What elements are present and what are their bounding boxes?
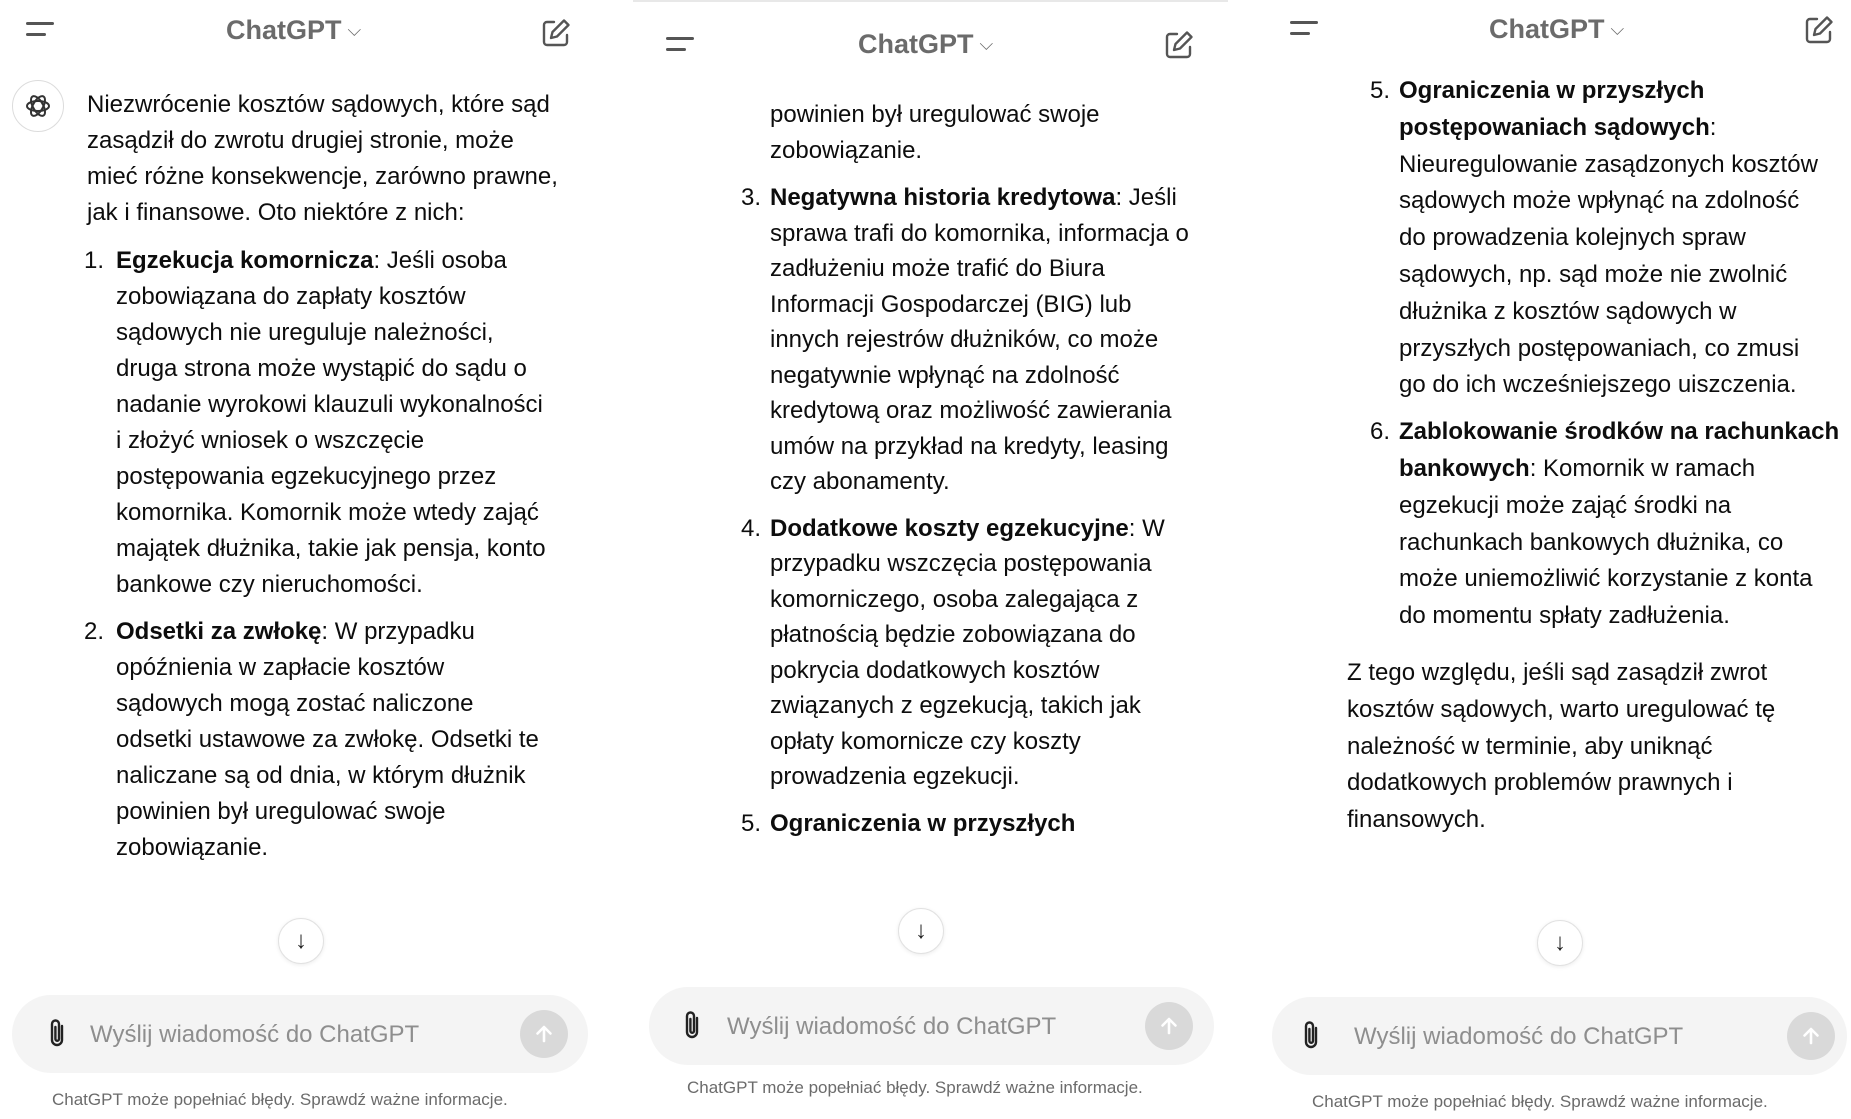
text-line: nadanie wyrokowi klauzuli wykonalności <box>116 391 543 418</box>
text-line: kosztów sądowych, warto uregulować tę <box>1347 695 1776 723</box>
message-input[interactable] <box>1352 1017 1756 1057</box>
text-line: mieć różne konsekwencje, zarówno prawne, <box>87 163 558 190</box>
item-text: : W <box>1128 514 1165 542</box>
assistant-message <box>83 87 607 877</box>
paperclip-icon[interactable] <box>44 1017 70 1051</box>
text-line: negatywnie wpłynąć na zdolność <box>770 361 1120 389</box>
text-line: sądowych mogą zostać naliczone <box>116 690 474 717</box>
disclaimer-text: ChatGPT może popełniać błędy. Sprawdź ważne informacje. <box>52 1090 508 1109</box>
arrow-down-icon[interactable]: ↓ <box>898 908 944 954</box>
text-line: Z tego względu, jeśli sąd zasądził zwrot <box>1347 658 1768 686</box>
menu-icon[interactable] <box>1290 21 1320 41</box>
message-composer <box>649 987 1214 1065</box>
chat-panel-1 <box>0 0 613 1117</box>
text-line: powinien był uregulować swoje <box>116 798 446 825</box>
text-line: rachunkach bankowych dłużnika, co <box>1399 528 1784 556</box>
text-line: Informacji Gospodarczej (BIG) lub <box>770 290 1132 318</box>
list-item <box>1260 414 1851 635</box>
text-line: przyszłych postępowaniach, co zmusi <box>1399 334 1800 362</box>
list-number: 3. <box>740 184 761 211</box>
text-line: naliczane są od dnia, w którym dłużnik <box>116 762 526 789</box>
item-title: Egzekucja komornicza <box>116 247 374 274</box>
list-number: 4. <box>740 514 761 542</box>
list-number: 2. <box>83 618 104 645</box>
item-text: : Jeśli osoba <box>373 247 507 274</box>
text-line: komornika. Komornik może wtedy zająć <box>116 499 539 526</box>
text-line: innych rejestrów dłużników, co może <box>770 326 1159 353</box>
item-text: : <box>1709 113 1717 141</box>
menu-icon[interactable] <box>666 37 696 57</box>
chevron-down-icon: ⌵ <box>347 20 362 40</box>
model-selector[interactable] <box>858 29 993 60</box>
item-text: : Jeśli <box>1115 184 1177 211</box>
arrow-up-icon[interactable] <box>1145 1002 1193 1050</box>
message-composer <box>1272 997 1847 1075</box>
text-line: do momentu spłaty zadłużenia. <box>1399 602 1730 630</box>
text-line: komorniczego, osoba zalegająca z <box>770 585 1139 613</box>
text-line: sądowych nie ureguluje należności, <box>116 319 494 346</box>
text-line: postępowania egzekucyjnego przez <box>116 463 497 490</box>
text-line: finansowych. <box>1347 806 1486 834</box>
list-number: 5. <box>1369 77 1390 104</box>
text-line: zobowiązanie. <box>116 834 269 861</box>
menu-icon[interactable] <box>26 22 56 42</box>
text-line: Nieuregulowanie zasądzonych kosztów <box>1399 150 1818 178</box>
text-line: majątek dłużnika, takie jak pensja, konto <box>116 535 546 562</box>
top-bar <box>0 0 613 70</box>
openai-logo-icon <box>12 80 64 132</box>
text-line: czy abonamenty. <box>770 468 950 495</box>
text-line: i złożyć wniosek o wszczęcie <box>116 427 425 454</box>
item-title: Dodatkowe koszty egzekucyjne <box>770 514 1129 542</box>
item-title-cont: bankowych <box>1399 454 1530 482</box>
text-line: opłaty komornicze czy koszty <box>770 727 1081 755</box>
text-line: sprawa trafi do komornika, informacja o <box>770 219 1189 247</box>
text-line: dłużnika z kosztów sądowych w <box>1399 297 1737 325</box>
edit-icon[interactable] <box>540 17 572 49</box>
edit-icon[interactable] <box>1803 14 1835 46</box>
app-title: ChatGPT <box>858 29 974 59</box>
top-bar <box>1260 0 1851 70</box>
disclaimer-text: ChatGPT może popełniać błędy. Sprawdź ważne informacje. <box>1312 1092 1768 1111</box>
list-item-continuation <box>633 97 1228 168</box>
assistant-message <box>1260 73 1851 839</box>
top-bar <box>633 2 1228 72</box>
app-title: ChatGPT <box>226 15 342 45</box>
numbered-list <box>83 243 607 866</box>
arrow-down-icon[interactable]: ↓ <box>1537 920 1583 966</box>
text-line: prowadzenia egzekucji. <box>770 763 1020 790</box>
list-number: 6. <box>1369 418 1390 446</box>
text-line: umów na przykład na kredyty, leasing <box>770 432 1169 460</box>
text-line: egzekucji może zająć środki na <box>1399 491 1732 519</box>
list-item <box>633 511 1228 795</box>
item-title: Ograniczenia w przyszłych <box>770 809 1076 837</box>
item-title: Zablokowanie środków na rachunkach <box>1399 418 1840 446</box>
text-line: przypadku wszczęcia postępowania <box>770 550 1152 577</box>
text-line: bankowe czy nieruchomości. <box>116 571 423 598</box>
text-line: opóźnienia w zapłacie kosztów <box>116 654 445 681</box>
paperclip-icon[interactable] <box>679 1009 705 1043</box>
message-input[interactable] <box>88 1015 492 1055</box>
text-line: sądowych może wpłynąć na zdolność <box>1399 187 1800 215</box>
text-line: sądowych, np. sąd może nie zwolnić <box>1399 260 1788 288</box>
paperclip-icon[interactable] <box>1298 1019 1324 1053</box>
list-item <box>1260 73 1851 404</box>
list-item <box>633 806 1228 842</box>
list-item <box>633 180 1228 500</box>
arrow-up-icon[interactable] <box>520 1010 568 1058</box>
list-number: 1. <box>83 247 104 274</box>
text-line: związanych z egzekucją, takich jak <box>770 692 1141 719</box>
chevron-down-icon: ⌵ <box>1610 19 1625 39</box>
text-line: do prowadzenia kolejnych spraw <box>1399 224 1746 252</box>
text-line: powinien był uregulować swoje <box>770 101 1100 128</box>
message-composer <box>12 995 588 1073</box>
text-line: pokrycia dodatkowych kosztów <box>770 656 1100 684</box>
text-line: zadłużeniu może trafić do Biura <box>770 255 1105 282</box>
model-selector[interactable] <box>1489 14 1624 45</box>
numbered-list <box>1260 73 1851 635</box>
model-selector[interactable] <box>226 15 361 46</box>
text-line: należność w terminie, aby uniknąć <box>1347 732 1713 760</box>
chat-panel-3 <box>1260 0 1851 1117</box>
text-line: zasądził do zwrotu drugiej stronie, może <box>87 127 514 154</box>
item-text: : Komornik w ramach <box>1529 454 1756 482</box>
arrow-up-icon[interactable] <box>1787 1012 1835 1060</box>
text-line: zobowiązana do zapłaty kosztów <box>116 283 466 310</box>
item-title: Odsetki za zwłokę <box>116 618 322 645</box>
edit-icon[interactable] <box>1163 29 1195 61</box>
item-title: Negatywna historia kredytowa <box>770 184 1116 211</box>
list-item <box>83 614 607 866</box>
item-title-cont: postępowaniach sądowych <box>1399 113 1710 141</box>
list-number: 5. <box>740 809 761 837</box>
text-line: płatnością będzie zobowiązana do <box>770 621 1136 648</box>
text-line: zobowiązanie. <box>770 136 923 164</box>
app-title: ChatGPT <box>1489 14 1605 44</box>
text-line: odsetki ustawowe za zwłokę. Odsetki te <box>116 726 539 753</box>
disclaimer-text: ChatGPT może popełniać błędy. Sprawdź ważne informacje. <box>687 1078 1143 1097</box>
message-intro <box>87 87 607 231</box>
item-text: : W przypadku <box>321 618 475 645</box>
item-title: Ograniczenia w przyszłych <box>1399 77 1705 104</box>
list-item <box>83 243 607 603</box>
assistant-message <box>633 97 1228 852</box>
chevron-down-icon: ⌵ <box>979 34 994 54</box>
chat-panel-2 <box>633 0 1228 1119</box>
numbered-list <box>633 180 1228 841</box>
text-line: go do ich wcześniejszego uiszczenia. <box>1399 371 1797 399</box>
text-line: dodatkowych problemów prawnych i <box>1347 769 1733 797</box>
text-line: druga strona może wystąpić do sądu o <box>116 355 527 382</box>
arrow-down-icon[interactable]: ↓ <box>278 918 324 964</box>
message-input[interactable] <box>725 1007 1129 1047</box>
text-line: jak i finansowe. Oto niektóre z nich: <box>87 199 465 226</box>
text-line: kredytową oraz możliwość zawierania <box>770 397 1172 424</box>
message-conclusion <box>1260 655 1851 839</box>
text-line: może uniemożliwić korzystanie z konta <box>1399 565 1813 593</box>
text-line: Niezwrócenie kosztów sądowych, które sąd <box>87 91 550 118</box>
